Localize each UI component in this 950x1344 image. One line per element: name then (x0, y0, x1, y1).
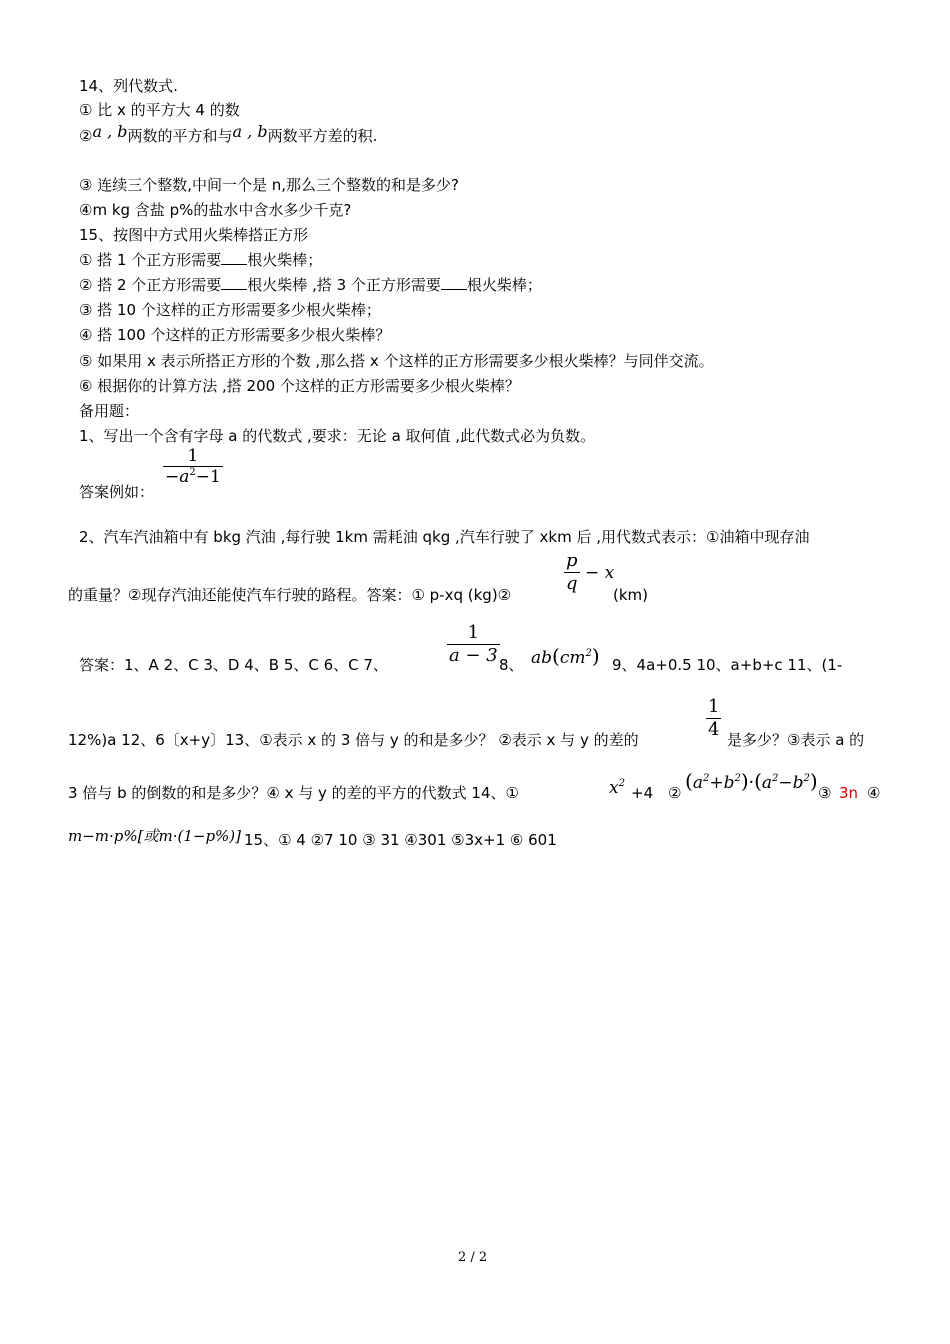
math-sum-times-difference: $(a^2+b^2)\cdot(a^2-b^2)$ (685, 769, 818, 793)
answer-blank (441, 275, 467, 290)
backup-problem-2-line-1: 2、汽车汽油箱中有 bkg 汽油 ,每行驶 1km 需耗油 qkg ,汽车行驶了 xkm 后 ,用代数式表示：①油箱中现存油 (79, 528, 810, 546)
backup-title: 备用题： (79, 402, 140, 420)
highlighted-answer-3n: 3n (839, 784, 859, 802)
answers-line-2: 12%)a 12、6〔x+y〕13、①表示 x 的 3 倍与 y 的和是多少？ ②表示 x 与 y 的差的 $\frac{1}{4}$ 是多少？③表示 a 的 (68, 696, 865, 749)
math-x-squared: $x^2$ (609, 778, 625, 798)
unit-km: (km) (613, 586, 649, 604)
backup-problem-2-line-2: 的重量？②现存汽油还能使汽车行驶的路程。答案：① p-xq (kg)② $\frac{p}{q}$ − x (km) (68, 550, 649, 604)
q15-item-6: ⑥ 根据你的计算方法 ,搭 200 个这样的正方形需要多少根火柴棒？ (79, 377, 520, 395)
page-number: 2 / 2 (458, 1250, 488, 1265)
answers-line-1: 答案：1、A 2、C 3、D 4、B 5、C 6、C 7、 $\frac{1}{a - 3}$ 8、 $ab(cm^2)$ 9、4a+0.5 10、a+b+c 11、(1- (79, 622, 843, 674)
backup-problem-1: 1、写出一个含有字母 a 的代数式 ,要求：无论 a 取何值 ,此代数式必为负数。 (79, 427, 596, 445)
q15-item-5: ⑤ 如果用 x 表示所搭正方形的个数 ,那么搭 x 个这样的正方形需要多少根火柴棒？与同伴交流。 (79, 352, 714, 370)
q14-item-1: ① 比 x 的平方大 4 的数 (79, 101, 240, 119)
math-minus-x: − x (585, 563, 615, 583)
q15-item-4: ④ 搭 100 个这样的正方形需要多少根火柴棒？ (79, 326, 391, 344)
fraction-1-over-a-minus-3: $\frac{1}{a - 3}$ (449, 622, 498, 666)
fraction-neg-a2-minus-1: $\frac{1}{-a^2-1}$ (165, 446, 221, 487)
math-ab: a , b (92, 122, 128, 141)
math-ab-cm2: $ab(cm^2)$ (531, 644, 600, 668)
q15-item-3: ③ 搭 10 个这样的正方形需要多少根火柴棒； (79, 301, 381, 319)
answer-label: 答案例如： (79, 483, 155, 501)
q15-title: 15、按图中方式用火柴棒搭正方形 (79, 226, 309, 244)
q14-item-4: ④m kg 含盐 p%的盐水中含水多少千克? (79, 201, 352, 219)
answer-blank (221, 250, 247, 265)
q14-item-2: ②a , b两数的平方和与a , b两数平方差的积. (79, 122, 378, 145)
math-ab: a , b (232, 122, 268, 141)
math-salt-water: m−m·p%[或m·(1−p%)] (68, 827, 242, 845)
answers-line-3: 3 倍与 b 的倒数的和是多少？④ x 与 y 的差的平方的代数式 14、① $x^2$ +4 ② $(a^2+b^2)\cdot(a^2-b^2)$ ③ 3n ④ (68, 769, 881, 802)
fraction-1-over-4: $\frac{1}{4}$ (708, 696, 720, 740)
q14-title: 14、列代数式. (79, 77, 178, 95)
answer-blank (221, 275, 247, 290)
fraction-p-over-q: $\frac{p}{q}$ (566, 550, 578, 594)
q15-item-1: ① 搭 1 个正方形需要 根火柴棒； (79, 251, 323, 269)
q15-item-2: ② 搭 2 个正方形需要 根火柴棒 ,搭 3 个正方形需要 根火柴棒； (79, 276, 542, 294)
answers-line-4: m−m·p%[或m·(1−p%)] 15、① 4 ②7 10 ③ 31 ④301 ⑤3x+1 ⑥ 601 (68, 827, 557, 849)
q14-item-3: ③ 连续三个整数,中间一个是 n,那么三个整数的和是多少? (79, 176, 459, 194)
